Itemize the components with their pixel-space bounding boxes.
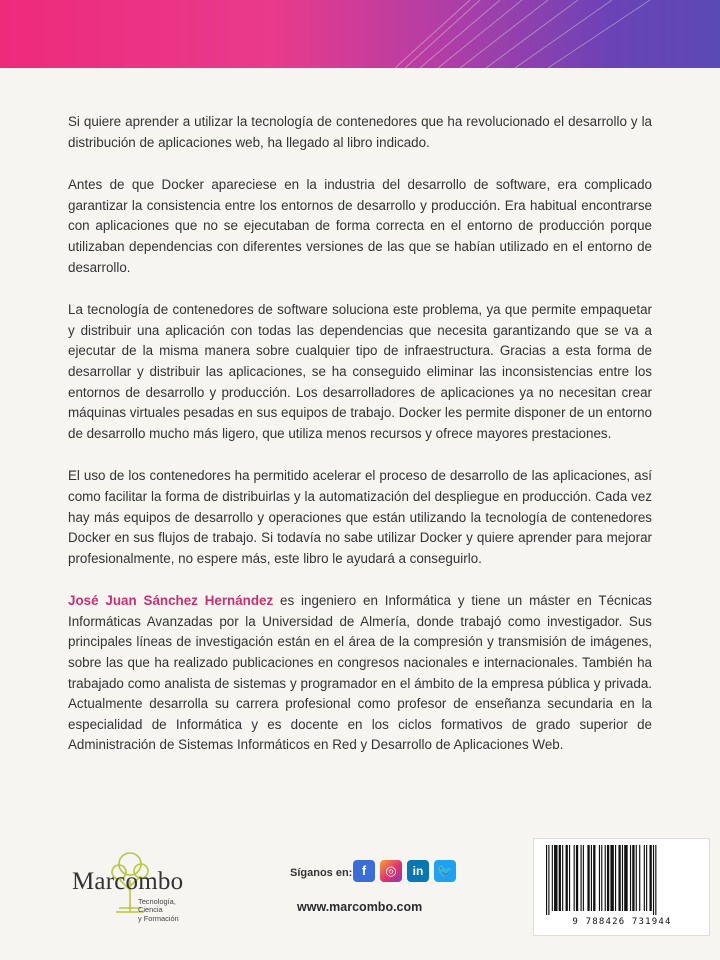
website-link[interactable]: www.marcombo.com bbox=[297, 900, 423, 914]
barcode-bar bbox=[583, 845, 584, 911]
barcode-bar bbox=[591, 845, 592, 911]
twitter-icon[interactable]: 🐦 bbox=[434, 860, 456, 882]
barcode-bar bbox=[630, 845, 631, 911]
author-bio-text: es ingeniero en Informática y tiene un máster en Técnicas Informáticas Avanzadas por la Universidad de Almería, donde trabajó como investigador. Sus principales líneas de investigación están en el área de la compresión y transmisión de imágenes, sobre las que ha realizado publicaciones en congresos nacionales e internacionales. También ha trabajado como analista de sistemas y programador en el ámbito de la empresa pública y privada. Actualmente desarrolla su carrera profesional como profesor de enseñanza secundaria en la especialidad de Informática y es docente en los ciclos formativos de grado superior de Administración de Sistemas Informáticos en Red y Desarrollo de Aplicaciones Web. bbox=[68, 593, 652, 753]
isbn-barcode bbox=[533, 838, 710, 936]
barcode-bar bbox=[562, 845, 563, 911]
barcode-bar bbox=[655, 845, 656, 915]
barcode-bar bbox=[639, 845, 640, 911]
facebook-icon[interactable]: f bbox=[353, 860, 375, 882]
barcode-bar bbox=[618, 845, 620, 911]
barcode-bar bbox=[569, 845, 570, 911]
isbn-number: 9 788426 731944 bbox=[572, 917, 672, 927]
barcode-bar bbox=[644, 845, 645, 911]
barcode-bar bbox=[548, 845, 549, 915]
barcode-bar bbox=[636, 845, 637, 911]
back-cover-text bbox=[68, 112, 652, 778]
publisher-logo bbox=[72, 850, 222, 930]
barcode-bar bbox=[546, 845, 547, 915]
barcode-bar bbox=[576, 845, 578, 911]
barcode-bar bbox=[610, 845, 613, 911]
author-bio bbox=[68, 591, 652, 756]
barcode-bars bbox=[546, 845, 697, 915]
paragraph-benefits: El uso de los contenedores ha permitido acelerar el proceso de desarrollo de las aplicaciones, así como facilitar la forma de distribuirlas y la automatización del despliegue en producción. Cada vez hay más equipos de desarrollo y operaciones que están utilizando la tecnología de contenedores Docker en sus flujos de trabajo. Si todavía no sabe utilizar Docker y quiere aprender para mejorar profesionalmente, no espere más, este libro le ayudará a conseguirlo. bbox=[68, 468, 652, 566]
barcode-bar bbox=[646, 845, 647, 911]
barcode-bar bbox=[554, 845, 557, 911]
barcode-bar bbox=[605, 845, 606, 911]
barcode-bar bbox=[574, 845, 575, 911]
barcode-bar bbox=[599, 845, 600, 911]
paragraph-intro: Si quiere aprender a utilizar la tecnología de contenedores que ha revolucionado el desarrollo y la distribución de aplicaciones web, ha llegado al libro indicado. bbox=[68, 114, 652, 150]
barcode-bar bbox=[552, 845, 553, 911]
barcode-bar bbox=[587, 845, 589, 911]
barcode-bar bbox=[566, 845, 568, 911]
paragraph-solution: La tecnología de contenedores de software soluciona este problema, ya que permite empaquetar y distribuir una aplicación con todas las dependencias que necesita garantizando que se va a ejecutar de la misma manera sobre cualquier tipo de infraestructura. Gracias a esta forma de desarrollar y distribuir las aplicaciones, se ha conseguido eliminar las inconsistencias entre los entornos de desarrollo y producción. Los desarrolladores de aplicaciones ya no necesitan crear máquinas virtuales pesadas en sus equipos de trabajo. Docker les permite disponer de un entorno de desarrollo mucho más ligero, que utiliza menos recursos y ofrece mayores prestaciones. bbox=[68, 302, 652, 441]
linkedin-icon[interactable]: in bbox=[407, 860, 429, 882]
publisher-name: Marcombo bbox=[72, 868, 184, 895]
barcode-bar bbox=[607, 845, 609, 911]
decorative-lines bbox=[0, 0, 720, 68]
barcode-bar bbox=[624, 845, 627, 911]
barcode-bar bbox=[632, 845, 634, 911]
author-name: José Juan Sánchez Hernández bbox=[68, 593, 274, 609]
barcode-bar bbox=[601, 845, 602, 911]
barcode-bar bbox=[559, 845, 561, 911]
publisher-tagline: Tecnología, Ciencia y Formación bbox=[138, 897, 179, 923]
barcode-bar bbox=[650, 845, 652, 911]
follow-label: Síganos en: bbox=[290, 867, 353, 879]
barcode-bar bbox=[615, 845, 616, 911]
top-color-band bbox=[0, 0, 720, 68]
barcode-bar bbox=[581, 845, 582, 911]
barcode-bar bbox=[653, 845, 654, 915]
paragraph-problem: Antes de que Docker apareciese en la industria del desarrollo de software, era complicado garantizar la consistencia entre los entornos de desarrollo y producción. Era habitual encontrarse con aplicaciones que no se ejecutaban de forma correcta en el entorno de producción porque utilizaban dependencias con diferentes versiones de las que se habían utilizado en el entorno de desarrollo. bbox=[68, 177, 652, 275]
barcode-bar bbox=[622, 845, 623, 911]
barcode-bar bbox=[593, 845, 595, 911]
instagram-icon[interactable]: ◎ bbox=[380, 860, 402, 882]
